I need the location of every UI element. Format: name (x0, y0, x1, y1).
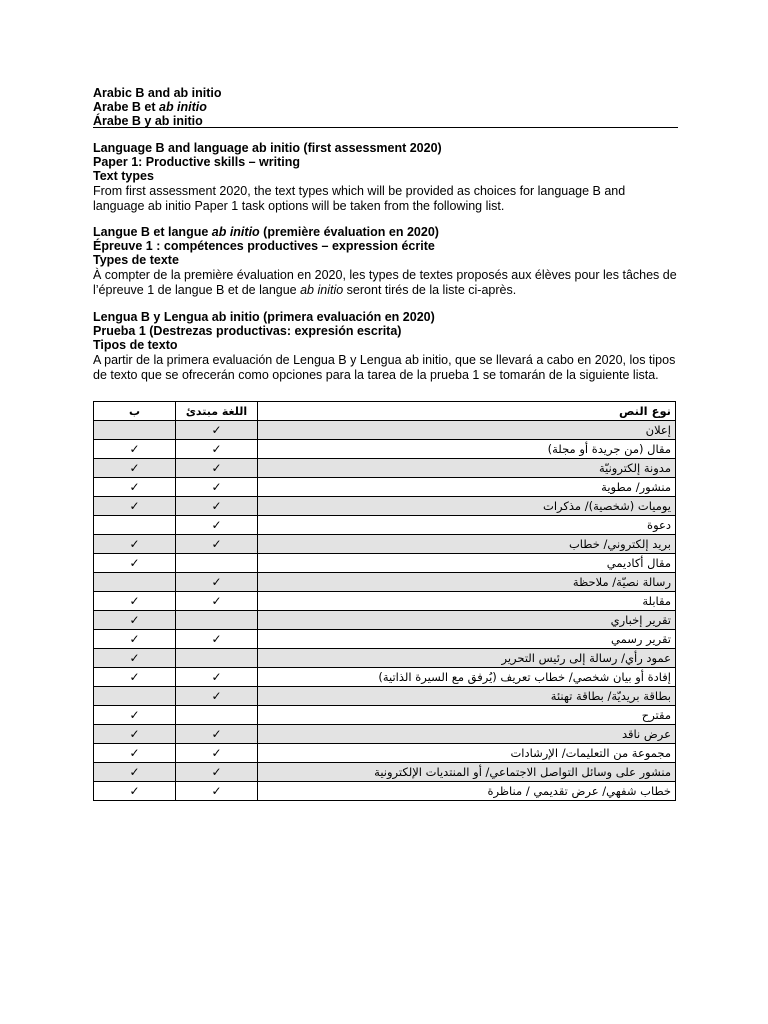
cell-text-type: دعوة (258, 516, 676, 535)
checkmark-icon: ✓ (211, 593, 222, 608)
table-row (94, 630, 676, 649)
table-row (94, 497, 676, 516)
english-heading-2: Paper 1: Productive skills – writing (93, 155, 301, 169)
checkmark-icon: ✓ (129, 764, 140, 779)
cell-language-b (94, 611, 176, 630)
cell-ab-initio (176, 516, 258, 535)
text-types-table (93, 401, 676, 801)
cell-text-type: مجموعة من التعليمات/ الإرشادات (258, 744, 676, 763)
checkmark-icon: ✓ (211, 460, 222, 475)
checkmark-icon: ✓ (211, 422, 222, 437)
table-row (94, 421, 676, 440)
title-french (93, 100, 678, 114)
cell-language-b (94, 744, 176, 763)
table-row (94, 535, 676, 554)
cell-ab-initio (176, 630, 258, 649)
title-french-prefix: Arabe B et (93, 100, 159, 114)
french-body-prefix: À compter de la première évaluation en 2020, les types de textes proposés aux élèves pour les tâches de l’épreuve 1 de langue B et de langue (93, 268, 677, 297)
document-titles (93, 86, 678, 128)
cell-ab-initio (176, 763, 258, 782)
cell-language-b (94, 649, 176, 668)
cell-language-b (94, 478, 176, 497)
cell-ab-initio (176, 706, 258, 725)
checkmark-icon: ✓ (211, 726, 222, 741)
english-body: From first assessment 2020, the text types which will be provided as choices for language B and language ab initio Paper 1 task options will be taken from the following list. (93, 184, 626, 213)
title-french-italic: ab initio (159, 100, 207, 114)
title-english: Arabic B and ab initio (93, 86, 222, 100)
spanish-heading-3: Tipos de texto (93, 338, 178, 352)
text-types-body (94, 421, 676, 801)
cell-ab-initio (176, 687, 258, 706)
checkmark-icon: ✓ (129, 441, 140, 456)
table-row (94, 592, 676, 611)
cell-ab-initio (176, 459, 258, 478)
spanish-body: A partir de la primera evaluación de Lengua B y Lengua ab initio, que se llevará a cabo en 2020, los tipos de texto que se ofrecerán como opciones para la tarea de la prueba 1 se tomarán de la siguiente lista. (93, 353, 676, 382)
cell-language-b (94, 782, 176, 801)
table-row (94, 478, 676, 497)
cell-text-type: عرض ناقد (258, 725, 676, 744)
spanish-heading-2: Prueba 1 (Destrezas productivas: expresión escrita) (93, 324, 402, 338)
french-heading-1 (93, 225, 678, 239)
cell-text-type: خطاب شفهي/ عرض تقديمي / مناظرة (258, 782, 676, 801)
checkmark-icon: ✓ (129, 460, 140, 475)
cell-text-type: مقترح (258, 706, 676, 725)
checkmark-icon: ✓ (211, 479, 222, 494)
table-row (94, 440, 676, 459)
cell-ab-initio (176, 611, 258, 630)
cell-text-type: يوميات (شخصية)/ مذكرات (258, 497, 676, 516)
checkmark-icon: ✓ (129, 669, 140, 684)
checkmark-icon: ✓ (129, 726, 140, 741)
table-header-row (94, 402, 676, 421)
cell-text-type: بطاقة بريديّة/ بطاقة تهنئة (258, 687, 676, 706)
table-row (94, 782, 676, 801)
section-french (93, 225, 678, 298)
table-row (94, 459, 676, 478)
cell-language-b (94, 516, 176, 535)
cell-text-type: منشور على وسائل التواصل الاجتماعي/ أو المنتديات الإلكترونية (258, 763, 676, 782)
english-heading-1: Language B and language ab initio (first assessment 2020) (93, 141, 442, 155)
table-row (94, 763, 676, 782)
table-row (94, 611, 676, 630)
checkmark-icon: ✓ (129, 498, 140, 513)
cell-ab-initio (176, 592, 258, 611)
cell-language-b (94, 668, 176, 687)
cell-language-b (94, 554, 176, 573)
checkmark-icon: ✓ (211, 498, 222, 513)
cell-language-b (94, 421, 176, 440)
checkmark-icon: ✓ (129, 707, 140, 722)
cell-ab-initio (176, 725, 258, 744)
table-row (94, 687, 676, 706)
checkmark-icon: ✓ (129, 650, 140, 665)
cell-text-type: مدونة إلكترونيّة (258, 459, 676, 478)
cell-ab-initio (176, 649, 258, 668)
checkmark-icon: ✓ (129, 745, 140, 760)
section-spanish (93, 310, 678, 383)
table-row (94, 668, 676, 687)
french-heading-2: Épreuve 1 : compétences productives – expression écrite (93, 239, 435, 253)
cell-text-type: إفادة أو بيان شخصي/ خطاب تعريف (يُرفق مع السيرة الذاتية) (258, 668, 676, 687)
checkmark-icon: ✓ (211, 669, 222, 684)
table-row (94, 706, 676, 725)
cell-ab-initio (176, 478, 258, 497)
checkmark-icon: ✓ (129, 555, 140, 570)
cell-ab-initio (176, 668, 258, 687)
checkmark-icon: ✓ (211, 441, 222, 456)
checkmark-icon: ✓ (129, 479, 140, 494)
cell-ab-initio (176, 744, 258, 763)
table-row (94, 573, 676, 592)
cell-language-b (94, 535, 176, 554)
french-heading-1-suffix: (première évaluation en 2020) (259, 225, 439, 239)
cell-ab-initio (176, 573, 258, 592)
cell-text-type: بريد إلكتروني/ خطاب (258, 535, 676, 554)
table-row (94, 649, 676, 668)
cell-language-b (94, 687, 176, 706)
section-english (93, 141, 678, 214)
cell-text-type: تقرير إخباري (258, 611, 676, 630)
checkmark-icon: ✓ (129, 631, 140, 646)
french-body-italic: ab initio (300, 283, 344, 297)
cell-language-b (94, 592, 176, 611)
cell-text-type: تقرير رسمي (258, 630, 676, 649)
header-language-b: ب (94, 402, 176, 421)
table-row (94, 744, 676, 763)
cell-language-b (94, 440, 176, 459)
cell-text-type: رسالة نصيّة/ ملاحظة (258, 573, 676, 592)
cell-ab-initio (176, 440, 258, 459)
spanish-heading-1: Lengua B y Lengua ab initio (primera evaluación en 2020) (93, 310, 435, 324)
french-heading-1-prefix: Langue B et langue (93, 225, 212, 239)
checkmark-icon: ✓ (211, 745, 222, 760)
cell-ab-initio (176, 535, 258, 554)
cell-language-b (94, 497, 176, 516)
cell-ab-initio (176, 554, 258, 573)
cell-language-b (94, 725, 176, 744)
cell-text-type: مقابلة (258, 592, 676, 611)
checkmark-icon: ✓ (211, 764, 222, 779)
cell-text-type: عمود رأي/ رسالة إلى رئيس التحرير (258, 649, 676, 668)
checkmark-icon: ✓ (211, 574, 222, 589)
checkmark-icon: ✓ (129, 536, 140, 551)
title-divider (93, 127, 678, 128)
french-heading-1-italic: ab initio (211, 225, 260, 239)
checkmark-icon: ✓ (211, 536, 222, 551)
cell-language-b (94, 630, 176, 649)
cell-text-type: منشور/ مطوية (258, 478, 676, 497)
header-ab-initio: اللغة مبتدئ (176, 402, 258, 421)
table-row (94, 554, 676, 573)
table-row (94, 725, 676, 744)
cell-language-b (94, 459, 176, 478)
cell-ab-initio (176, 421, 258, 440)
checkmark-icon: ✓ (211, 631, 222, 646)
french-body-suffix: seront tirés de la liste ci-après. (343, 283, 517, 297)
cell-language-b (94, 763, 176, 782)
checkmark-icon: ✓ (129, 612, 140, 627)
title-spanish: Árabe B y ab initio (93, 114, 203, 128)
cell-ab-initio (176, 497, 258, 516)
checkmark-icon: ✓ (211, 783, 222, 798)
english-heading-3: Text types (93, 169, 154, 183)
checkmark-icon: ✓ (129, 593, 140, 608)
checkmark-icon: ✓ (211, 517, 222, 532)
cell-ab-initio (176, 782, 258, 801)
cell-text-type: مقال أكاديمي (258, 554, 676, 573)
cell-text-type: إعلان (258, 421, 676, 440)
cell-language-b (94, 573, 176, 592)
checkmark-icon: ✓ (129, 783, 140, 798)
cell-text-type: مقال (من جريدة أو مجلة) (258, 440, 676, 459)
french-heading-3: Types de texte (93, 253, 179, 267)
cell-language-b (94, 706, 176, 725)
header-text-type: نوع النص (258, 402, 676, 421)
table-row (94, 516, 676, 535)
checkmark-icon: ✓ (211, 688, 222, 703)
french-body (93, 268, 678, 298)
